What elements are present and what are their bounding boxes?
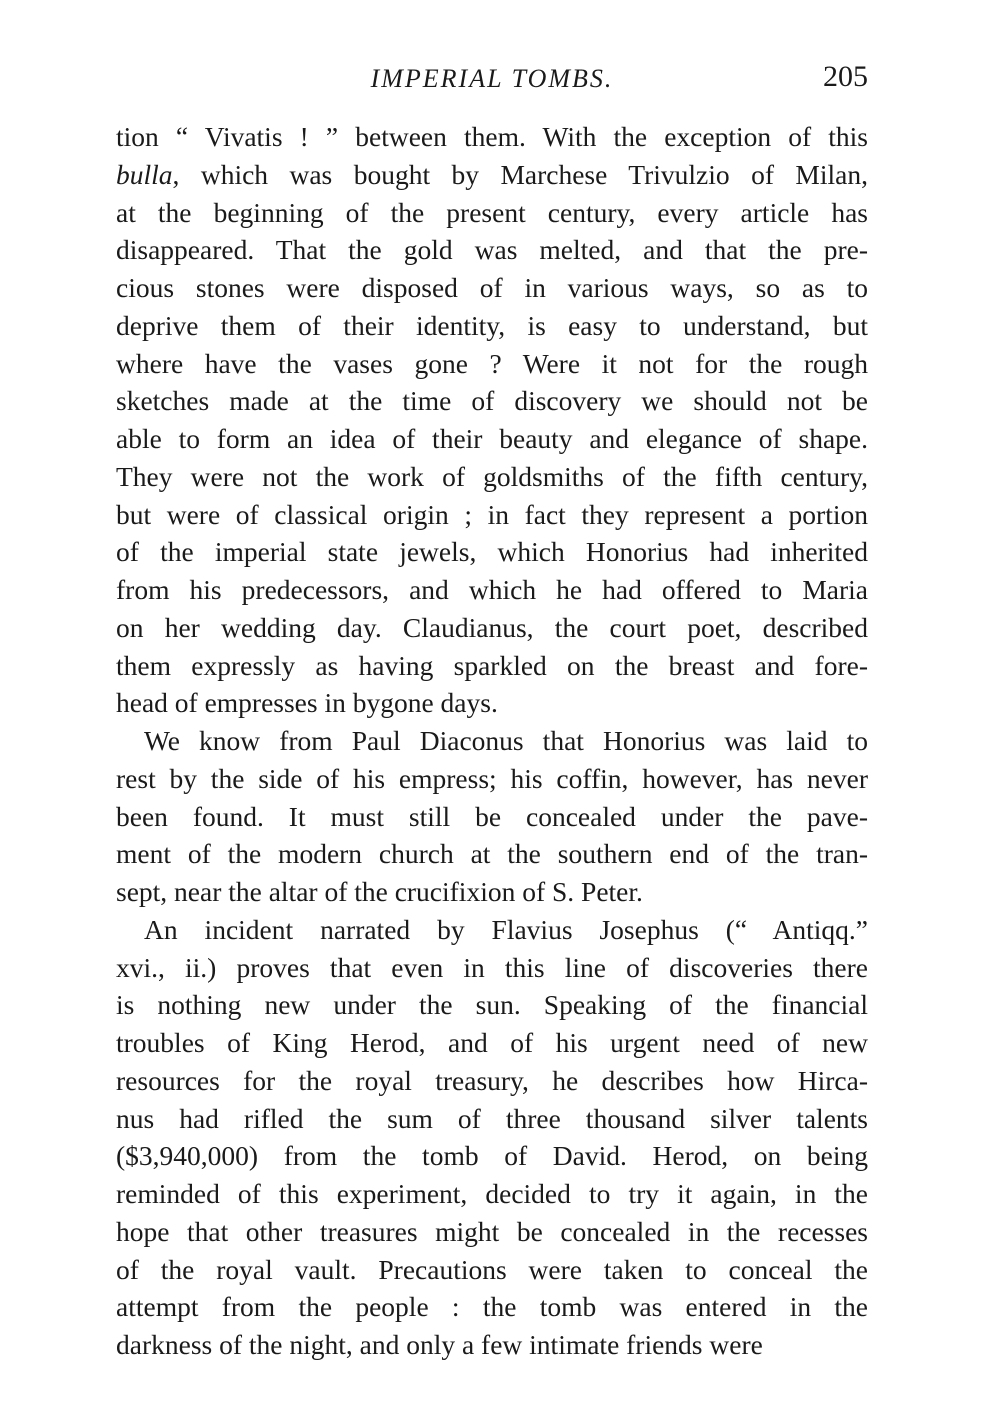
text-line — [116, 458, 868, 496]
text-segment: They were not the work of goldsmiths of the fifth century, — [116, 460, 868, 492]
text-segment: hope that other treasures might be concealed in the recesses — [116, 1215, 868, 1247]
text-line — [116, 1213, 868, 1251]
text-segment: head of empresses in bygone days. — [116, 687, 498, 719]
text-segment: them expressly as having sparkled on the breast and fore- — [116, 649, 868, 681]
italic-text: bulla — [116, 158, 173, 190]
text-segment: of the imperial state jewels, which Honorius had inherited — [116, 536, 868, 568]
running-title: IMPERIAL TOMBS. — [370, 64, 614, 93]
text-segment: An incident narrated by Flavius Josephus (“ Antiqq.” — [144, 913, 868, 945]
text-line — [116, 1137, 868, 1175]
text-line — [116, 1175, 868, 1213]
text-segment: deprive them of their identity, is easy to understand, but — [116, 309, 868, 341]
text-segment: of the royal vault. Precautions were taken to conceal the — [116, 1253, 868, 1285]
text-line — [116, 1100, 868, 1138]
text-line — [116, 496, 868, 534]
text-line — [116, 533, 868, 571]
text-line — [116, 1062, 868, 1100]
body-text — [116, 118, 868, 1364]
text-line — [116, 684, 868, 722]
text-line — [116, 609, 868, 647]
text-segment: where have the vases gone ? Were it not for the rough — [116, 347, 868, 379]
text-line — [116, 760, 868, 798]
text-line — [116, 571, 868, 609]
running-head — [116, 60, 868, 100]
text-line — [116, 420, 868, 458]
text-line — [116, 1326, 868, 1364]
text-segment: ($3,940,000) from the tomb of David. Herod, on being — [116, 1140, 868, 1172]
text-line — [116, 1288, 868, 1326]
text-segment: from his predecessors, and which he had offered to Maria — [116, 574, 868, 605]
text-segment: rest by the side of his empress; his coffin, however, has never — [116, 762, 868, 794]
text-line — [116, 269, 868, 307]
text-segment: been found. It must still be concealed under the pave- — [116, 800, 868, 832]
text-line — [116, 722, 868, 760]
text-segment: on her wedding day. Claudianus, the court poet, described — [116, 611, 868, 643]
text-segment: darkness of the night, and only a few intimate friends were — [116, 1329, 763, 1360]
text-segment: cious stones were disposed of in various ways, so as to — [116, 272, 868, 303]
text-line — [116, 647, 868, 685]
text-segment: troubles of King Herod, and of his urgent need of new — [116, 1027, 868, 1058]
text-segment: attempt from the people : the tomb was entered in the — [116, 1291, 868, 1323]
text-segment: sketches made at the time of discovery we should not be — [116, 385, 868, 417]
text-segment: reminded of this experiment, decided to try it again, in the — [116, 1178, 868, 1209]
text-segment: disappeared. That the gold was melted, and that the pre- — [116, 234, 868, 266]
text-segment: at the beginning of the present century, every article has — [116, 196, 868, 228]
text-segment: , which was bought by Marchese Trivulzio of Milan, — [172, 158, 868, 190]
text-segment: sept, near the altar of the crucifixion of S. Peter. — [116, 876, 643, 907]
text-segment: nus had rifled the sum of three thousand silver talents — [116, 1102, 868, 1134]
text-line — [116, 949, 868, 987]
text-line — [116, 835, 868, 873]
text-line — [116, 911, 868, 949]
text-line — [116, 873, 868, 911]
text-segment: xvi., ii.) proves that even in this line of discoveries there — [116, 951, 868, 983]
text-line — [116, 798, 868, 836]
text-line — [116, 345, 868, 383]
text-line — [116, 156, 868, 194]
page-number: 205 — [823, 60, 868, 93]
text-line — [116, 307, 868, 345]
text-line — [116, 986, 868, 1024]
text-segment: ment of the modern church at the southern end of the tran- — [116, 838, 868, 870]
text-segment: We know from Paul Diaconus that Honorius was laid to — [144, 725, 868, 756]
text-segment: able to form an idea of their beauty and elegance of shape. — [116, 423, 868, 454]
text-segment: tion “ Vivatis ! ” between them. With the exception of this — [116, 121, 868, 152]
text-line — [116, 118, 868, 156]
text-segment: but were of classical origin ; in fact they represent a portion — [116, 498, 868, 530]
text-segment: resources for the royal treasury, he describes how Hirca- — [116, 1064, 868, 1096]
text-line — [116, 1024, 868, 1062]
text-line — [116, 194, 868, 232]
text-segment: is nothing new under the sun. Speaking of the financial — [116, 989, 868, 1021]
text-line — [116, 1251, 868, 1289]
text-line — [116, 231, 868, 269]
text-line — [116, 382, 868, 420]
